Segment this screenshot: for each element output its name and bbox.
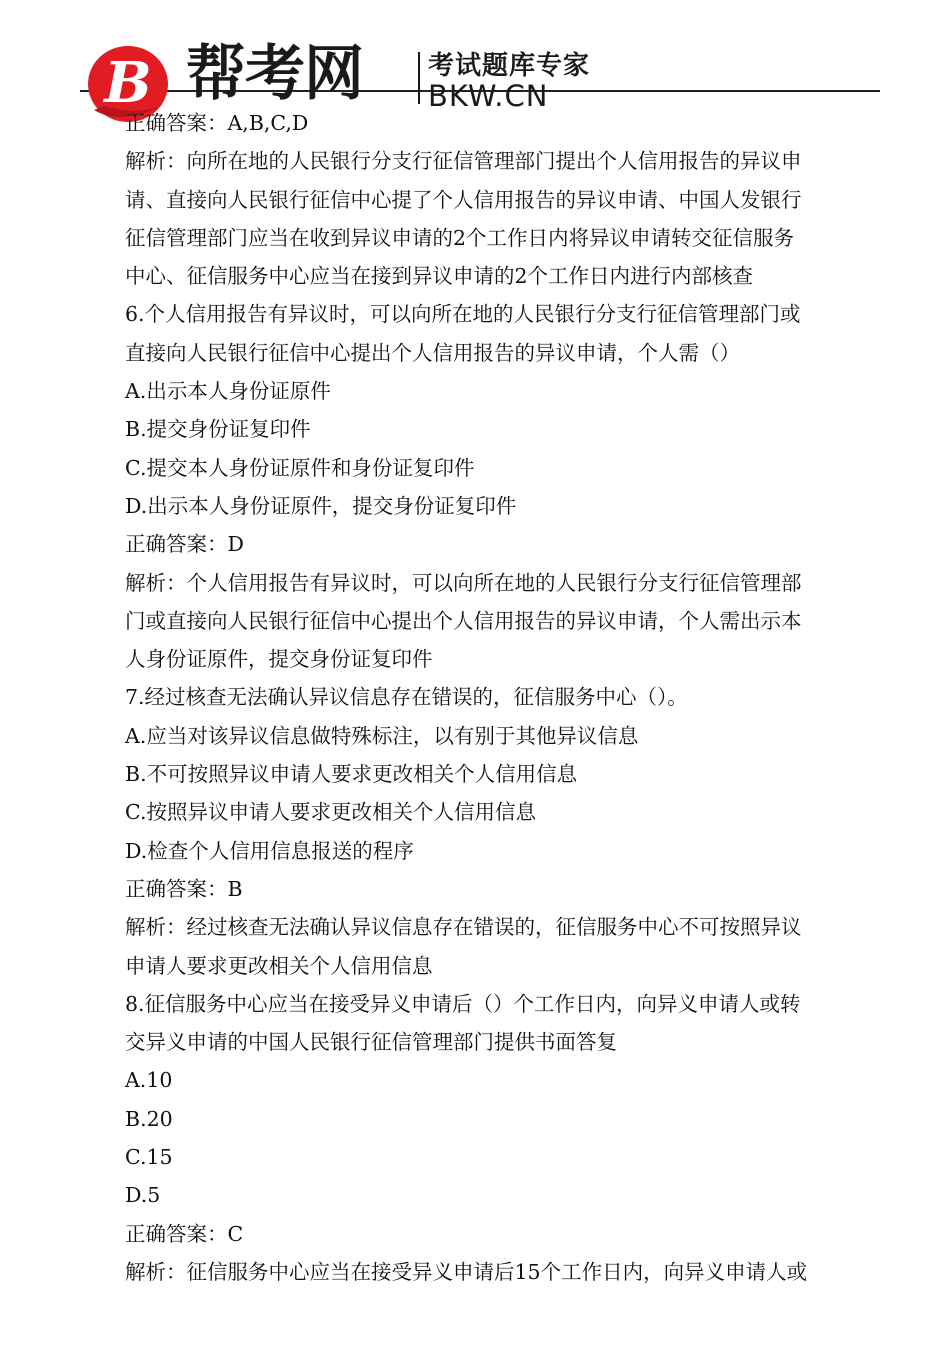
- text-line: 交异义申请的中国人民银行征信管理部门提供书面答复: [125, 1030, 617, 1055]
- text-line: A.应当对该异议信息做特殊标注，以有别于其他异议信息: [125, 723, 639, 748]
- text-line: D.5: [125, 1183, 161, 1208]
- brand-tagline: 考试题库专家: [428, 51, 591, 81]
- text-line: C.按照异议申请人要求更改相关个人信用信息: [125, 800, 536, 825]
- text-line: 解析：个人信用报告有异议时，可以向所在地的人民银行分支行征信管理部: [125, 570, 802, 595]
- text-line: C.15: [125, 1145, 173, 1170]
- text-line: D.出示本人身份证原件，提交身份证复印件: [125, 493, 517, 518]
- text-line: A.出示本人身份证原件: [125, 379, 331, 404]
- text-line: 6.个人信用报告有异议时，可以向所在地的人民银行分支行征信管理部门或: [125, 302, 801, 327]
- text-line: 正确答案：D: [125, 532, 244, 557]
- text-line: 申请人要求更改相关个人信用信息: [125, 953, 433, 978]
- text-line: 解析：征信服务中心应当在接受异义申请后15个工作日内，向异义申请人或: [125, 1259, 808, 1284]
- text-line: 直接向人民银行征信中心提出个人信用报告的异议申请，个人需（）: [125, 340, 740, 365]
- text-line: B.提交身份证复印件: [125, 417, 311, 442]
- text-line: A.10: [125, 1068, 173, 1093]
- text-line: 正确答案：A,B,C,D: [125, 111, 309, 135]
- text-line: 征信管理部门应当在收到异议申请的2个工作日内将异议申请转交征信服务: [125, 225, 795, 250]
- svg-text:B: B: [104, 50, 152, 116]
- text-line: 人身份证原件，提交身份证复印件: [125, 647, 433, 672]
- text-line: 正确答案：C: [125, 1221, 244, 1246]
- text-line: 7.经过核查无法确认异议信息存在错误的，征信服务中心（）。: [125, 685, 688, 710]
- text-line: 解析：向所在地的人民银行分支行征信管理部门提出个人信用报告的异议申: [125, 149, 802, 174]
- text-line: 请、直接向人民银行征信中心提了个人信用报告的异议申请、中国人发银行: [125, 187, 802, 212]
- brand-domain: BKW.CN: [428, 79, 549, 113]
- text-line: 8.征信服务中心应当在接受异义申请后（）个工作日内，向异义申请人或转: [125, 991, 801, 1016]
- text-line: C.提交本人身份证原件和身份证复印件: [125, 455, 475, 480]
- text-line: B.20: [125, 1106, 173, 1131]
- text-line: 中心、征信服务中心应当在接到异议申请的2个工作日内进行内部核查: [125, 264, 754, 289]
- document-body: [125, 104, 865, 1291]
- text-line: D.检查个人信用信息报送的程序: [125, 838, 414, 863]
- text-line: 解析：经过核查无法确认异议信息存在错误的，征信服务中心不可按照异议: [125, 915, 802, 940]
- text-line: B.不可按照异议申请人要求更改相关个人信用信息: [125, 762, 578, 787]
- page-header: [0, 0, 950, 115]
- text-line: 门或直接向人民银行征信中心提出个人信用报告的异议申请，个人需出示本: [125, 608, 802, 633]
- text-line: 正确答案：B: [125, 876, 243, 901]
- brand-name: 帮考网: [186, 39, 363, 109]
- brand-separator: [418, 52, 420, 104]
